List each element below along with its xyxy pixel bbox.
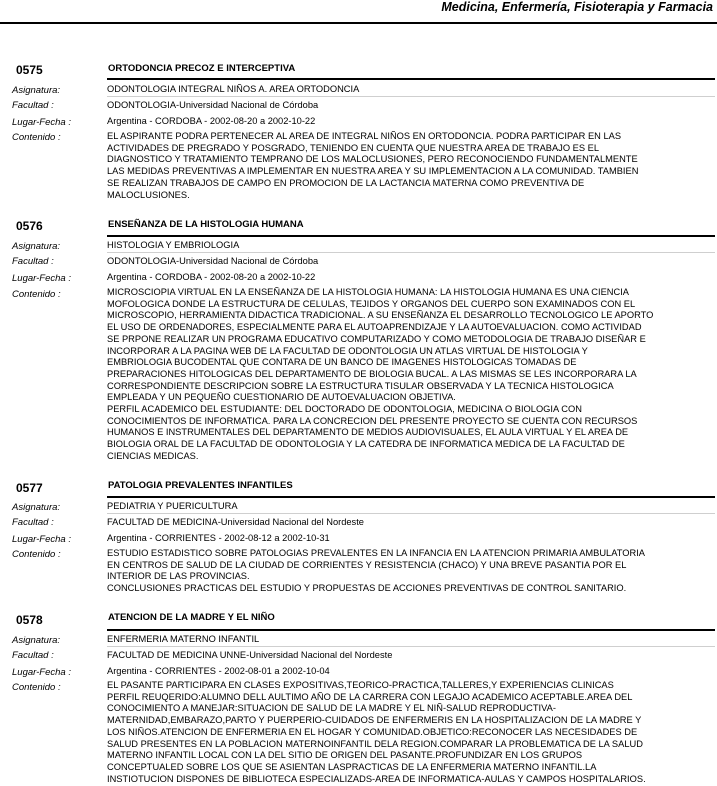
record-title: ORTODONCIA PRECOZ E INTERCEPTIVA — [108, 63, 296, 74]
record-title: ENSEÑANZA DE LA HISTOLOGIA HUMANA — [108, 219, 304, 230]
asignatura-label: Asignatura: — [12, 85, 61, 96]
contenido-label: Contenido : — [12, 289, 61, 300]
contenido-text: ESTUDIO ESTADISTICO SOBRE PATOLOGIAS PREVALENTES EN LA INFANCIA EN LA ATENCION PRIMARIA AMBULATORIA EN CENTROS DE SALUD DE LA CIUDAD DE CORRIENTES Y RESISTENCIA (CHACO) Y UNA BREVE PASANTIA POR EL INTERIOR DE LAS PROVINCIAS. CONCLUSIONES PRACTICAS DEL ESTUDIO Y PROPUESTAS DE ACCIONES PREVENTIVAS DE CONTROL SANITARIO. — [107, 548, 645, 594]
asignatura-label: Asignatura: — [12, 502, 61, 513]
lugar-fecha-label: Lugar-Fecha : — [12, 117, 71, 128]
record-title: PATOLOGIA PREVALENTES INFANTILES — [108, 480, 293, 491]
lugar-fecha-value: Argentina - CORDOBA - 2002-08-20 a 2002-10-22 — [107, 272, 316, 282]
contenido-text: EL PASANTE PARTICIPARA EN CLASES EXPOSITIVAS,TEORICO-PRACTICA,TALLERES,Y EXPERIENCIAS CLINICAS PERFIL REUQERIDO:ALUMNO DELL AULTIMO AÑO DE LA CARRERA CON LEGAJO ACADEMICO ACEPTABLE.AREA DEL CONOCIMIENTO A MANEJAR:SITUACION DE SALUD DE LA MADRE Y EL NIÑ-SALUD REPRODUCTIVA- MATERNIDAD,EMBARAZO,PARTO Y PUERPERIO-CUIDADOS DE ENFERMERIS EN LA HOSPITALIZACION DE LA MADRE Y LOS NIÑOS.ATENCION DE ENFERMERIA EN EL HOGAR Y COMUNIDAD.OBJETICO:RECONOCER LAS NECESIDADES DE SALUD PRESENTES EN LA POBLACION MATERNOINFANTIL DELA REGION.COMPARAR LA PROBLEMATICA DE LA SALUD MATERNO INFANTIL LOCAL CON LA DEL SITIO DE ORIGEN DEL PASANTE.PROFUNDIZAR EN LOS GRUPOS CONCEPTUALED SOBRE LOS QUE SE ASIENTAN LASPRACTICAS DE LA ENFERMERIA MATERNO INFANTIL.LA INSTIOTUCION DISPONES DE BIBLIOTECA ESPECIALIZADS-AREA DE INFORMATICA-AULAS Y CAMPOS HOSPITALARIOS. — [107, 680, 646, 784]
record-title-rule — [107, 235, 715, 237]
record-title-rule — [107, 496, 715, 498]
contenido-label: Contenido : — [12, 549, 61, 560]
asignatura-value: PEDIATRIA Y PUERICULTURA — [107, 501, 238, 511]
lugar-fecha-value: Argentina - CORRIENTES - 2002-08-01 a 2002-10-04 — [107, 666, 330, 676]
contenido-label: Contenido : — [12, 682, 61, 693]
facultad-value: ODONTOLOGIA-Universidad Nacional de Córdoba — [107, 100, 319, 110]
field-divider — [107, 96, 715, 97]
contenido-label: Contenido : — [12, 132, 61, 143]
record-number: 0577 — [16, 481, 43, 495]
record-title-rule — [107, 78, 715, 80]
lugar-fecha-label: Lugar-Fecha : — [12, 667, 71, 678]
record-number: 0576 — [16, 219, 43, 233]
asignatura-value: HISTOLOGIA Y EMBRIOLOGIA — [107, 240, 240, 250]
page-header — [0, 0, 717, 24]
lugar-fecha-label: Lugar-Fecha : — [12, 534, 71, 545]
facultad-label: Facultad : — [12, 100, 54, 111]
field-divider — [107, 252, 715, 253]
lugar-fecha-value: Argentina - CORRIENTES - 2002-08-12 a 2002-10-31 — [107, 533, 330, 543]
field-divider — [107, 646, 715, 647]
contenido-text: EL ASPIRANTE PODRA PERTENECER AL AREA DE INTEGRAL NIÑOS EN ORTODONCIA. PODRA PARTICIPAR EN LAS ACTIVIDADES DE PREGRADO Y POSGRADO, TENIENDO EN CUENTA QUE NUESTRA AREA DE TRABAJO ES EL DIAGNOSTICO Y TRATAMIENTO TEMPRANO DE LOS MALOCLUSIONES, PERO RECONOCIENDO FUNDAMENTALMENTE LAS MEDIDAS PREVENTIVAS A IMPLEMENTAR EN NUESTRA AREA Y SU IMPLEMENTACION A LA COMUNIDAD. TAMBIEN SE REALIZAN TRABAJOS DE CAMPO EN PROMOCION DE LA LACTANCIA MATERNA COMO PREVENTIVA DE MALOCLUSIONES. — [107, 131, 639, 200]
asignatura-value: ENFERMERIA MATERNO INFANTIL — [107, 634, 260, 644]
field-divider — [107, 513, 715, 514]
facultad-value: FACULTAD DE MEDICINA-Universidad Nacional del Nordeste — [107, 517, 364, 527]
asignatura-label: Asignatura: — [12, 241, 61, 252]
record-number: 0575 — [16, 63, 43, 77]
asignatura-label: Asignatura: — [12, 635, 61, 646]
facultad-value: ODONTOLOGIA-Universidad Nacional de Córdoba — [107, 256, 319, 266]
facultad-label: Facultad : — [12, 256, 54, 267]
facultad-label: Facultad : — [12, 517, 54, 528]
facultad-value: FACULTAD DE MEDICINA UNNE-Universidad Nacional del Nordeste — [107, 650, 393, 660]
record-number: 0578 — [16, 613, 43, 627]
page-title: Medicina, Enfermería, Fisioterapia y Farmacia — [441, 0, 713, 14]
asignatura-value: ODONTOLOGIA INTEGRAL NIÑOS A. AREA ORTODONCIA — [107, 84, 360, 94]
record-title-rule — [107, 629, 715, 631]
lugar-fecha-value: Argentina - CORDOBA - 2002-08-20 a 2002-10-22 — [107, 116, 316, 126]
record-title: ATENCION DE LA MADRE Y EL NIÑO — [108, 612, 275, 623]
contenido-text: MICROSCIOPIA VIRTUAL EN LA ENSEÑANZA DE LA HISTOLOGIA HUMANA: LA HISTOLOGIA HUMANA ES UNA CIENCIA MOFOLOGICA DONDE LA ESTRUCTURA DE CELULAS, TEJIDOS Y ORGANOS DEL CUERPO SON EXAMINADOS CON EL MICROSCOPIO, HERRAMIENTA DIDACTICA TRADICIONAL. A SU ENSEÑANZA EL DESARROLLO TECNOLOGICO LE APORTO EL USO DE ORDENADORES, ESPECIALMENTE PARA EL AUTOAPRENDIZAJE Y LA AUTOEVALUACION. COMO ACTIVIDAD SE PRPONE REALIZAR UN PROGRAMA EDUCATIVO COMPUTARIZADO Y COMO METODOLOGIA DE TRABAJO DISEÑAR E INCORPORAR A LA PAGINA WEB DE LA FACULTAD DE ODONTOLOGIA UN ATLAS VIRTUAL DE HISTOLOGIA Y EMBRIOLOGIA BUCODENTAL QUE CONTARA DE UN BANCO DE IMAGENES HISTOLOGICAS TOMADAS DE PREPARACIONES HITOLOGICAS DEL DEPARTAMENTO DE BIOLOGIA BUCAL. A LAS MISMAS SE LES INCORPORARA LA CORRESPONDIENTE DESCRIPCION SOBRE LA ESTRUCTURA TISULAR OBSERVADA Y LA TECNICA HISTOLOGICA EMPLEADA Y UN PEQUEÑO CUESTIONARIO DE AUTOEVALUACION OBJETIVA. PERFIL ACADEMICO DEL ESTUDIANTE: DEL DOCTORADO DE ODONTOLOGIA, MEDICINA O BIOLOGIA CON CONOCIMIENTOS DE INFORMATICA. PARA LA CONCRECION DEL PRESENTE PROYECTO SE CUENTA CON RECURSOS HUMANOS E INSTRUMENTALES DEL DEPARTAMENTO DE MEDIOS AUDIOVISUALES, EL AULA VIRTUAL Y EL AREA DE BIOLOGIA ORAL DE LA FACULTAD DE ODONTOLOGIA Y LA CATEDRA DE INFORMATICA MEDICA DE LA FACULTAD DE CIENCIAS MEDICAS. — [107, 287, 654, 461]
facultad-label: Facultad : — [12, 650, 54, 661]
lugar-fecha-label: Lugar-Fecha : — [12, 273, 71, 284]
